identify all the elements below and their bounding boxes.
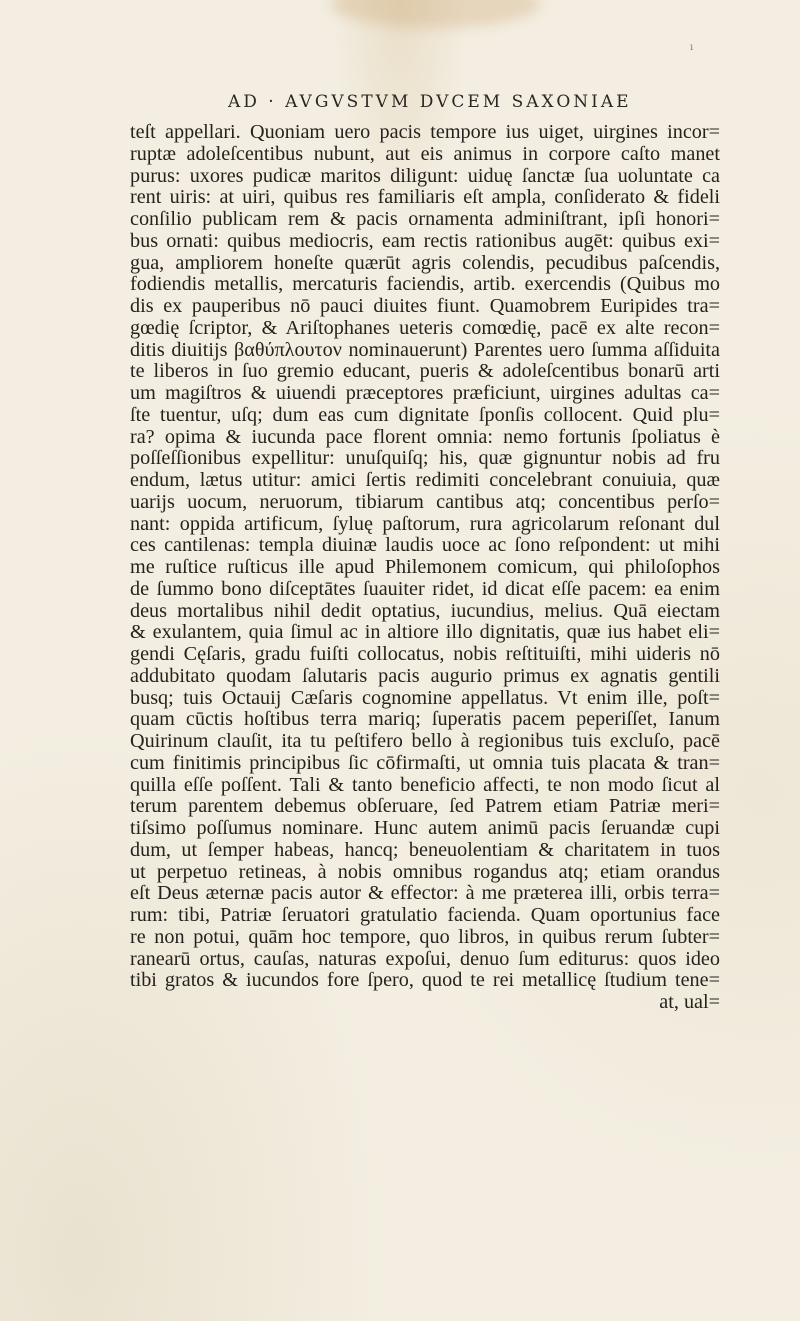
text-line: fodiendis metallis, mercaturis faciendis, artib. exercendis (Quibus mo xyxy=(130,274,720,296)
text-line: quam cūctis hoſtibus terra mariq; ſuperatis pacem peperiſſet, Ianum xyxy=(130,709,720,731)
text-line: ra? opima & iucunda pace florent omnia: nemo fortunis ſpoliatus è xyxy=(130,426,720,448)
text-line: ſte tuentur, uſq; dum eas cum dignitate ſponſis collocent. Quid plu= xyxy=(130,404,720,426)
text-line: deus mortalibus nihil dedit optatius, iucundius, melius. Quā eiectam xyxy=(130,600,720,622)
text-line: bus ornati: quibus mediocris, eam rectis rationibus augēt: quibus exi= xyxy=(130,230,720,252)
body-text xyxy=(130,122,720,1014)
text-line: dum, ut ſemper habeas, hancq; beneuolentiam & charitatem in tuos xyxy=(130,839,720,861)
text-line: terum parentem debemus obſeruare, ſed Patrem etiam Patriæ meri= xyxy=(130,796,720,818)
text-line: um magiſtros & uiuendi præceptores præficiunt, uirgines adultas ca= xyxy=(130,383,720,404)
running-head: AD · AVGVSTVM DVCEM SAXONIAE xyxy=(228,92,632,112)
text-line: purus: uxores pudicæ maritos diligunt: uiduę ſanctæ ſua uoluntate ca xyxy=(130,165,720,187)
text-line: & exulantem, quia ſimul ac in altiore illo dignitatis, quæ ius habet eli= xyxy=(130,622,720,644)
text-line: dis ex pauperibus nō pauci diuites fiunt. Quamobrem Euripides tra= xyxy=(130,296,720,317)
text-line: teſt appellari. Quoniam uero pacis tempore ius uiget, uirgines incor= xyxy=(130,122,720,143)
text-line: ces cantilenas: templa diuinæ laudis uoce ac ſono reſpondent: ut mihi xyxy=(130,535,720,557)
text-line: gua, ampliorem honeſte quærūt agris colendis, pecudibus paſcendis, xyxy=(130,252,720,274)
text-line: Quirinum clauſit, ita tu peſtifero bello à regionibus tuis excluſo, pacē xyxy=(130,731,720,752)
text-line: rent uiris: at uiri, quibus res familiaris eſt ampla, conſiderato & fideli xyxy=(130,187,720,209)
text-line: te liberos in ſuo gremio educant, pueris & adoleſcentibus bonarū arti xyxy=(130,361,720,383)
margin-mark: ı xyxy=(690,42,694,53)
text-line: eſt Deus æternæ pacis autor & effector: à me præterea illi, orbis terra= xyxy=(130,883,720,905)
text-line: cum finitimis principibus ſic cōfirmaſti, ut omnia tuis placata & tran= xyxy=(130,752,720,774)
text-line: re non potui, quām hoc tempore, quo libros, in quibus rerum ſubter= xyxy=(130,926,720,948)
text-line: conſilio publicam rem & pacis ornamenta adminiſtrant, ipſi honori= xyxy=(130,209,720,230)
text-line: de ſummo bono diſceptātes ſuauiter ridet, id dicat eſſe pacem: ea enim xyxy=(130,578,720,600)
text-line: addubitato quodam ſalutaris pacis augurio primus ex agnatis gentili xyxy=(130,665,720,687)
text-line: ruptæ adoleſcentibus nubunt, aut eis animus in corpore caſto manet xyxy=(130,143,720,165)
text-line: me ruſtice ruſticus ille apud Philemonem comicum, qui philoſophos xyxy=(130,557,720,578)
text-line: rum: tibi, Patriæ ſeruatori gratulatio facienda. Quam oportunius face xyxy=(130,905,720,926)
text-line: uarijs uocum, neruorum, tibiarum cantibus atq; concentibus perſo= xyxy=(130,491,720,513)
text-line: busq; tuis Octauij Cæſaris cognomine appellatus. Vt enim ille, poſt= xyxy=(130,687,720,709)
text-line: gœdię ſcriptor, & Ariſtophanes ueteris comœdię, pacē ex alte recon= xyxy=(130,317,720,339)
text-line: endum, lætus utitur: amici ſertis redimiti concelebrant conuiuia, quæ xyxy=(130,470,720,491)
text-line: ut perpetuo retineas, à nobis omnibus rogandus atq; etiam orandus xyxy=(130,861,720,883)
text-line: ranearū ortus, cauſas, naturas expoſui, denuo ſum editurus: quos ideo xyxy=(130,948,720,970)
text-line: gendi Cęſaris, gradu fuiſti collocatus, nobis reſtituiſti, mihi uideris nō xyxy=(130,644,720,665)
text-line: ditis diuitijs βαθύπλουτον nominauerunt) Parentes uero ſumma aſſiduita xyxy=(130,339,720,361)
text-line: quilla eſſe poſſent. Tali & tanto beneficio affecti, te non modo ſicut al xyxy=(130,774,720,796)
text-line: tibi gratos & iucundos fore ſpero, quod te rei metallicę ſtudium tene= xyxy=(130,970,720,992)
text-line: poſſeſſionibus expellitur: unuſquiſq; his, quæ gignuntur nobis ad fru xyxy=(130,448,720,470)
text-line: nant: oppida artificum, ſyluę paſtorum, rura agricolarum reſonant dul xyxy=(130,513,720,535)
text-line: tiſsimo poſſumus nominare. Hunc autem animū pacis ſeruandæ cupi xyxy=(130,818,720,839)
text-line-catchword: at, ual= xyxy=(659,992,720,1013)
